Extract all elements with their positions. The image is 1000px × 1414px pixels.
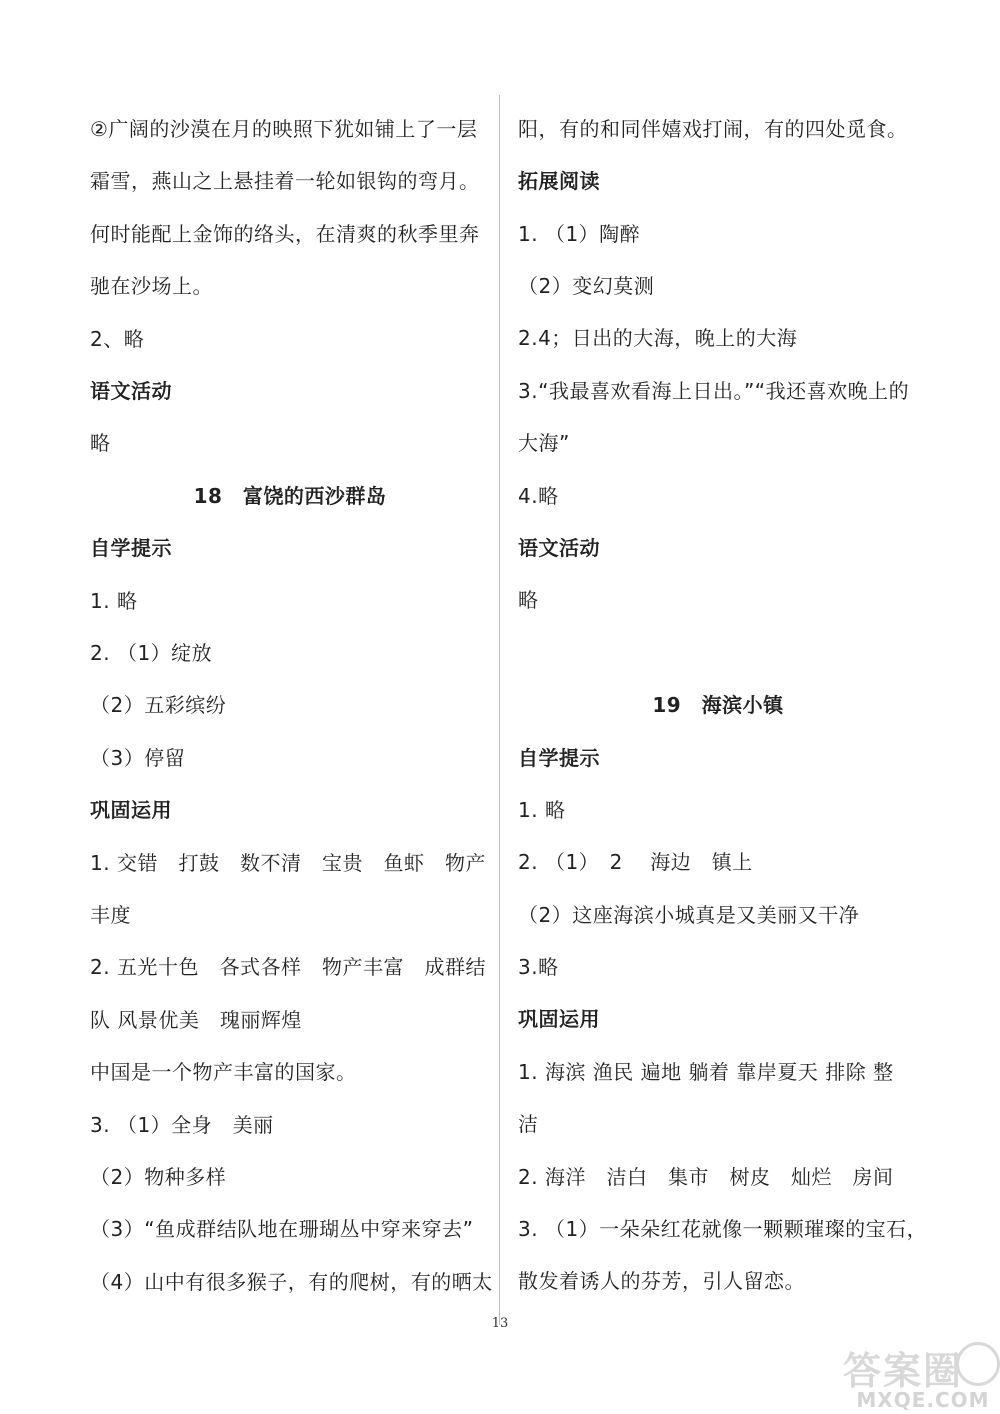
text-line: 大海” bbox=[518, 431, 570, 455]
text-line: 1. （1）陶醉 bbox=[518, 222, 641, 246]
text-line: （2）这座海滨小城真是又美丽又干净 bbox=[518, 903, 860, 927]
text-line: 1. 交错 打鼓 数不清 宝贵 鱼虾 物产 bbox=[90, 851, 486, 875]
text-line: 2.4；日出的大海，晚上的大海 bbox=[518, 326, 798, 350]
text-line: 阳，有的和同伴嬉戏打闹，有的四处觅食。 bbox=[518, 117, 908, 141]
watermark-title: 答案圈 bbox=[842, 1349, 963, 1393]
text-line: 中国是一个物产丰富的国家。 bbox=[90, 1060, 357, 1084]
text-line: 3.略 bbox=[518, 955, 559, 979]
text-line: 3.“我最喜欢看海上日出。”“我还喜欢晚上的 bbox=[518, 379, 910, 403]
section-heading: 语文活动 bbox=[518, 536, 600, 560]
text-line: 1. 略 bbox=[518, 798, 566, 822]
text-line: （4）山中有很多猴子，有的爬树，有的晒太 bbox=[90, 1270, 493, 1294]
watermark bbox=[838, 1340, 1000, 1414]
text-line: 2. 海洋 洁白 集市 树皮 灿烂 房间 bbox=[518, 1165, 894, 1189]
text-line: 2、略 bbox=[90, 327, 145, 351]
watermark-seal-icon bbox=[956, 1342, 1000, 1386]
text-line: 3. （1）一朵朵红花就像一颗颗璀璨的宝石， bbox=[518, 1217, 928, 1241]
section-heading: 自学提示 bbox=[90, 536, 172, 560]
column-divider bbox=[499, 95, 500, 1325]
text-line: 1. 略 bbox=[90, 589, 138, 613]
text-line: 4.略 bbox=[518, 484, 559, 508]
text-line: （2）五彩缤纷 bbox=[90, 693, 227, 717]
text-line: 略 bbox=[90, 431, 111, 455]
text-line: 队 风景优美 瑰丽辉煌 bbox=[90, 1008, 302, 1032]
text-line: ②广阔的沙漠在月的映照下犹如铺上了一层 bbox=[90, 117, 478, 141]
text-line: （3）“鱼成群结队地在珊瑚丛中穿来穿去” bbox=[90, 1217, 474, 1241]
lesson-title: 19 海滨小镇 bbox=[652, 693, 784, 717]
text-line: 驰在沙场上。 bbox=[90, 274, 213, 298]
text-line: 2. （1） 2 海边 镇上 bbox=[518, 850, 753, 874]
text-line: 丰度 bbox=[90, 903, 131, 927]
text-line: 洁 bbox=[518, 1112, 539, 1136]
text-line: 2. （1）绽放 bbox=[90, 641, 213, 665]
section-heading: 自学提示 bbox=[518, 746, 600, 770]
text-line: （3）停留 bbox=[90, 746, 186, 770]
text-line: 散发着诱人的芬芳，引人留恋。 bbox=[518, 1269, 805, 1293]
text-line: 霜雪，燕山之上悬挂着一轮如银钩的弯月。 bbox=[90, 169, 480, 193]
section-heading: 语文活动 bbox=[90, 379, 172, 403]
page-number: 13 bbox=[491, 1316, 509, 1331]
text-line: （2）变幻莫测 bbox=[518, 274, 655, 298]
text-line: （2）物种多样 bbox=[90, 1165, 227, 1189]
text-line: 2. 五光十色 各式各样 物产丰富 成群结 bbox=[90, 955, 486, 979]
text-line: 3. （1）全身 美丽 bbox=[90, 1113, 274, 1137]
text-line: 1. 海滨 渔民 遍地 躺着 靠岸夏天 排除 整 bbox=[518, 1060, 894, 1084]
watermark-url: MXQE.COM bbox=[856, 1388, 990, 1412]
text-line: 何时能配上金饰的络头，在清爽的秋季里奔 bbox=[90, 222, 480, 246]
section-heading: 巩固运用 bbox=[518, 1007, 600, 1031]
lesson-title: 18 富饶的西沙群岛 bbox=[193, 484, 387, 508]
text-line: 略 bbox=[518, 588, 539, 612]
section-heading: 巩固运用 bbox=[90, 798, 172, 822]
section-heading: 拓展阅读 bbox=[518, 169, 600, 193]
